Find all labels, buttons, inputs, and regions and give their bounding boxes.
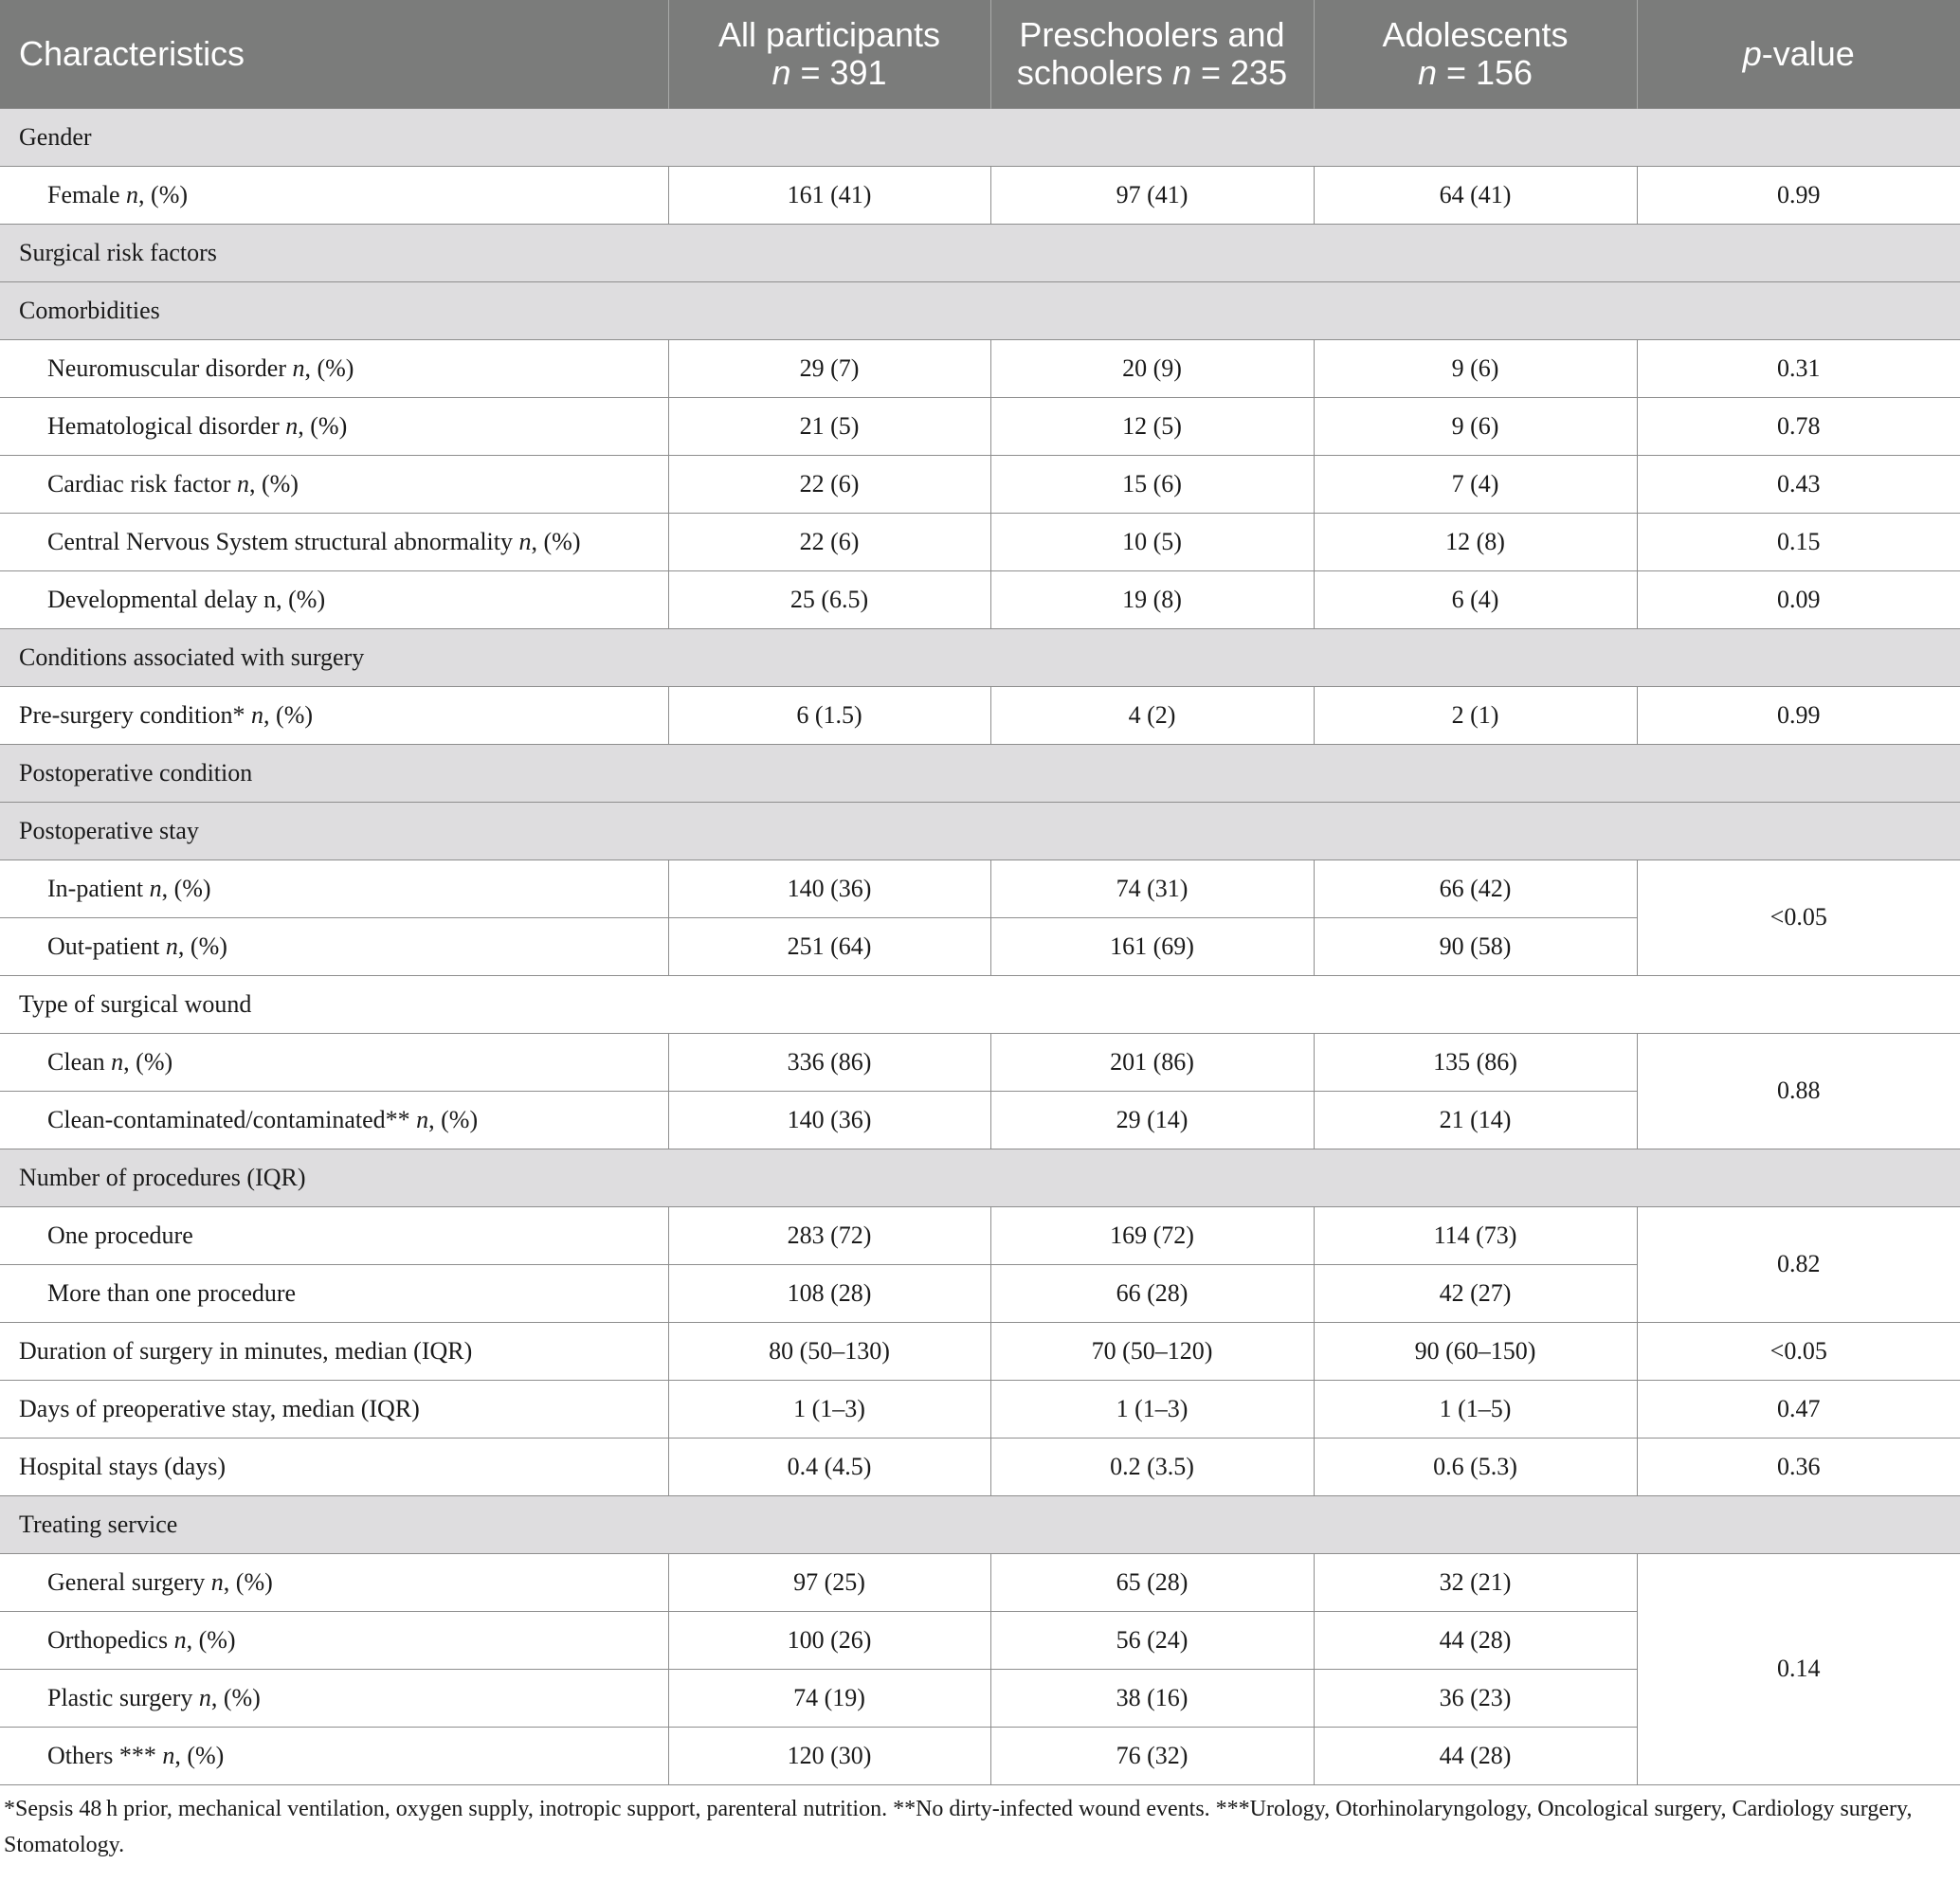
section-row-gender: Gender	[0, 108, 1960, 166]
section-row-surgical-risk: Surgical risk factors	[0, 224, 1960, 281]
section-row-treating-service: Treating service	[0, 1495, 1960, 1553]
wound-p-value: 0.88	[1637, 1033, 1960, 1149]
header-preschoolers: Preschoolers and schoolers n = 235	[990, 0, 1314, 108]
header-characteristics: Characteristics	[0, 0, 668, 108]
table-row-others: Others *** n, (%) 120 (30) 76 (32) 44 (28)	[0, 1727, 1960, 1784]
table-row-cns: Central Nervous System structural abnormality n, (%) 22 (6) 10 (5) 12 (8) 0.15	[0, 513, 1960, 570]
table-row-one-procedure: One procedure 283 (72) 169 (72) 114 (73) 0.82	[0, 1206, 1960, 1264]
table-footnote: *Sepsis 48 h prior, mechanical ventilation, oxygen supply, inotropic support, parenteral nutrition. **No dirty-infected wound events. ***Urology, Otorhinolaryngology, Oncological surgery, Cardiology surgery, Stomatology.	[4, 1796, 1913, 1857]
section-row-postop-stay: Postoperative stay	[0, 802, 1960, 860]
service-p-value: 0.14	[1637, 1553, 1960, 1784]
table-row-duration: Duration of surgery in minutes, median (IQR) 80 (50–130) 70 (50–120) 90 (60–150) <0.05	[0, 1322, 1960, 1380]
table-row-orthopedics: Orthopedics n, (%) 100 (26) 56 (24) 44 (28)	[0, 1611, 1960, 1669]
section-row-conditions-surgery: Conditions associated with surgery	[0, 628, 1960, 686]
header-row	[0, 0, 1960, 108]
table-row-developmental: Developmental delay n, (%) 25 (6.5) 19 (8) 6 (4) 0.09	[0, 570, 1960, 628]
section-row-postop-condition: Postoperative condition	[0, 744, 1960, 802]
table-row-plastic-surgery: Plastic surgery n, (%) 74 (19) 38 (16) 36 (23)	[0, 1669, 1960, 1727]
section-row-num-procedures: Number of procedures (IQR)	[0, 1149, 1960, 1206]
table-row-more-procedure: More than one procedure 108 (28) 66 (28) 42 (27)	[0, 1264, 1960, 1322]
table-row-hematological: Hematological disorder n, (%) 21 (5) 12 (5) 9 (6) 0.78	[0, 397, 1960, 455]
header-p-value: p-value	[1637, 0, 1960, 108]
table-row-clean: Clean n, (%) 336 (86) 201 (86) 135 (86) 0.88	[0, 1033, 1960, 1091]
table-row-female: Female n, (%) 161 (41) 97 (41) 64 (41) 0.99	[0, 166, 1960, 224]
table-row-out-patient: Out-patient n, (%) 251 (64) 161 (69) 90 (58)	[0, 917, 1960, 975]
table-row-preop-days: Days of preoperative stay, median (IQR) 1 (1–3) 1 (1–3) 1 (1–5) 0.47	[0, 1380, 1960, 1438]
table-row-clean-contaminated: Clean-contaminated/contaminated** n, (%) 140 (36) 29 (14) 21 (14)	[0, 1091, 1960, 1149]
table-row-cardiac: Cardiac risk factor n, (%) 22 (6) 15 (6) 7 (4) 0.43	[0, 455, 1960, 513]
table-row-neuromuscular: Neuromuscular disorder n, (%) 29 (7) 20 (9) 9 (6) 0.31	[0, 339, 1960, 397]
label-row-wound-type: Type of surgical wound	[0, 975, 1960, 1033]
table-row-pre-surgery: Pre-surgery condition* n, (%) 6 (1.5) 4 (2) 2 (1) 0.99	[0, 686, 1960, 744]
procedures-p-value: 0.82	[1637, 1206, 1960, 1322]
postop-stay-p-value: <0.05	[1637, 860, 1960, 975]
header-all-participants: All participants n = 391	[668, 0, 990, 108]
section-row-comorbidities: Comorbidities	[0, 281, 1960, 339]
table-row-in-patient: In-patient n, (%) 140 (36) 74 (31) 66 (42) <0.05	[0, 860, 1960, 917]
table-row-general-surgery: General surgery n, (%) 97 (25) 65 (28) 32 (21) 0.14	[0, 1553, 1960, 1611]
header-adolescents: Adolescents n = 156	[1314, 0, 1637, 108]
table-row-hospital-stays: Hospital stays (days) 0.4 (4.5) 0.2 (3.5) 0.6 (5.3) 0.36	[0, 1438, 1960, 1495]
